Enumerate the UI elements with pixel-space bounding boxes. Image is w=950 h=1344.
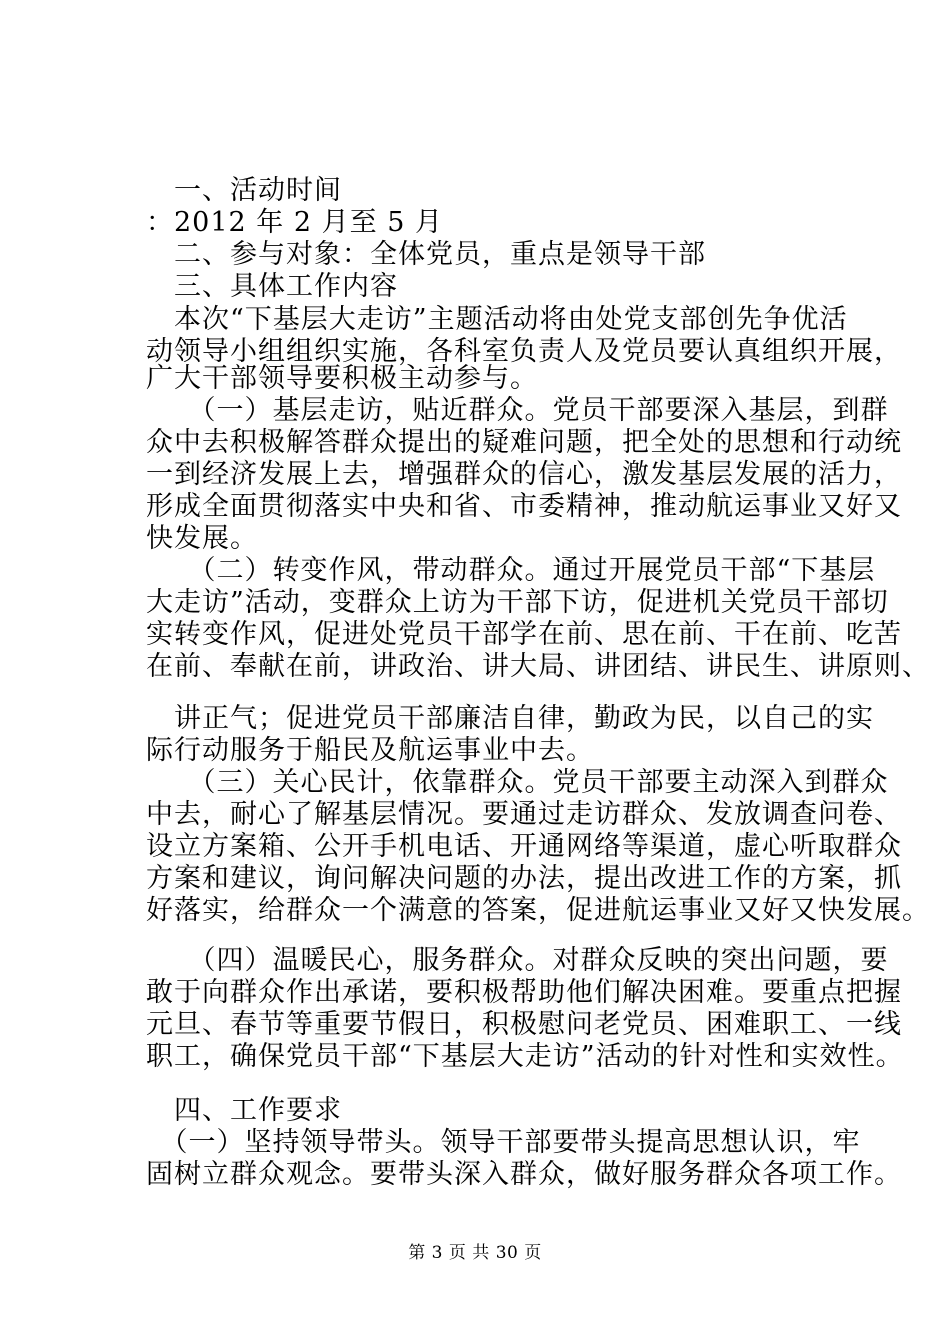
text-line: 实转变作风，促进处党员干部学在前、思在前、干在前、吃苦 xyxy=(146,619,902,650)
text-line: （三）关心民计，依靠群众。党员干部要主动深入到群众 xyxy=(146,767,889,798)
text-line: 际行动服务于船民及航运事业中去。 xyxy=(146,735,594,766)
text-line: 中去，耐心了解基层情况。要通过走访群众、发放调查问卷、 xyxy=(146,799,902,830)
text-line: 方案和建议，询问解决问题的办法，提出改进工作的方案，抓 xyxy=(146,863,902,894)
text-line: （二）转变作风，带动群众。通过开展党员干部“下基层 xyxy=(146,555,876,586)
text-line: 形成全面贯彻落实中央和省、市委精神，推动航运事业又好又 xyxy=(146,491,902,522)
text-line: 职工，确保党员干部“下基层大走访”活动的针对性和实效性。 xyxy=(146,1041,904,1072)
text-line: （一）基层走访，贴近群众。党员干部要深入基层，到群 xyxy=(146,395,889,426)
text-line: 众中去积极解答群众提出的疑难问题，把全处的思想和行动统 xyxy=(146,427,902,458)
text-line: 在前、奉献在前，讲政治、讲大局、讲团结、讲民生、讲原则、 xyxy=(146,651,930,682)
text-line: 动领导小组组织实施，各科室负责人及党员要认真组织开展， xyxy=(146,336,902,367)
text-line: 大走访”活动，变群众上访为干部下访，促进机关党员干部切 xyxy=(146,587,889,618)
text-line: 敢于向群众作出承诺，要积极帮助他们解决困难。要重点把握 xyxy=(146,977,902,1008)
text-line: 快发展。 xyxy=(146,523,258,554)
text-line: （四）温暖民心，服务群众。对群众反映的突出问题，要 xyxy=(146,945,889,976)
text-line: 本次“下基层大走访”主题活动将由处党支部创先争优活 xyxy=(146,304,848,335)
text-line: 二、参与对象：全体党员，重点是领导干部 xyxy=(146,239,706,270)
text-line: ：2012 年 2 月至 5 月 xyxy=(146,207,443,238)
text-line: （一）坚持领导带头。领导干部要带头提高思想认识，牢 xyxy=(146,1127,861,1158)
text-line: 广大干部领导要积极主动参与。 xyxy=(146,363,538,394)
text-line: 好落实，给群众一个满意的答案，促进航运事业又好又快发展。 xyxy=(146,895,930,926)
text-line: 三、具体工作内容 xyxy=(146,271,398,302)
page-number-footer: 第 3 页 共 30 页 xyxy=(408,1243,542,1263)
text-line: 设立方案箱、公开手机电话、开通网络等渠道，虚心听取群众 xyxy=(146,831,902,862)
text-line: 一到经济发展上去，增强群众的信心，激发基层发展的活力， xyxy=(146,459,902,490)
text-line: 元旦、春节等重要节假日，积极慰问老党员、困难职工、一线 xyxy=(146,1009,902,1040)
text-line: 一、活动时间 xyxy=(146,175,342,206)
text-line: 固树立群众观念。要带头深入群众，做好服务群众各项工作。 xyxy=(146,1159,902,1190)
text-line: 四、工作要求 xyxy=(146,1095,342,1126)
text-line: 讲正气；促进党员干部廉洁自律，勤政为民，以自己的实 xyxy=(146,703,874,734)
